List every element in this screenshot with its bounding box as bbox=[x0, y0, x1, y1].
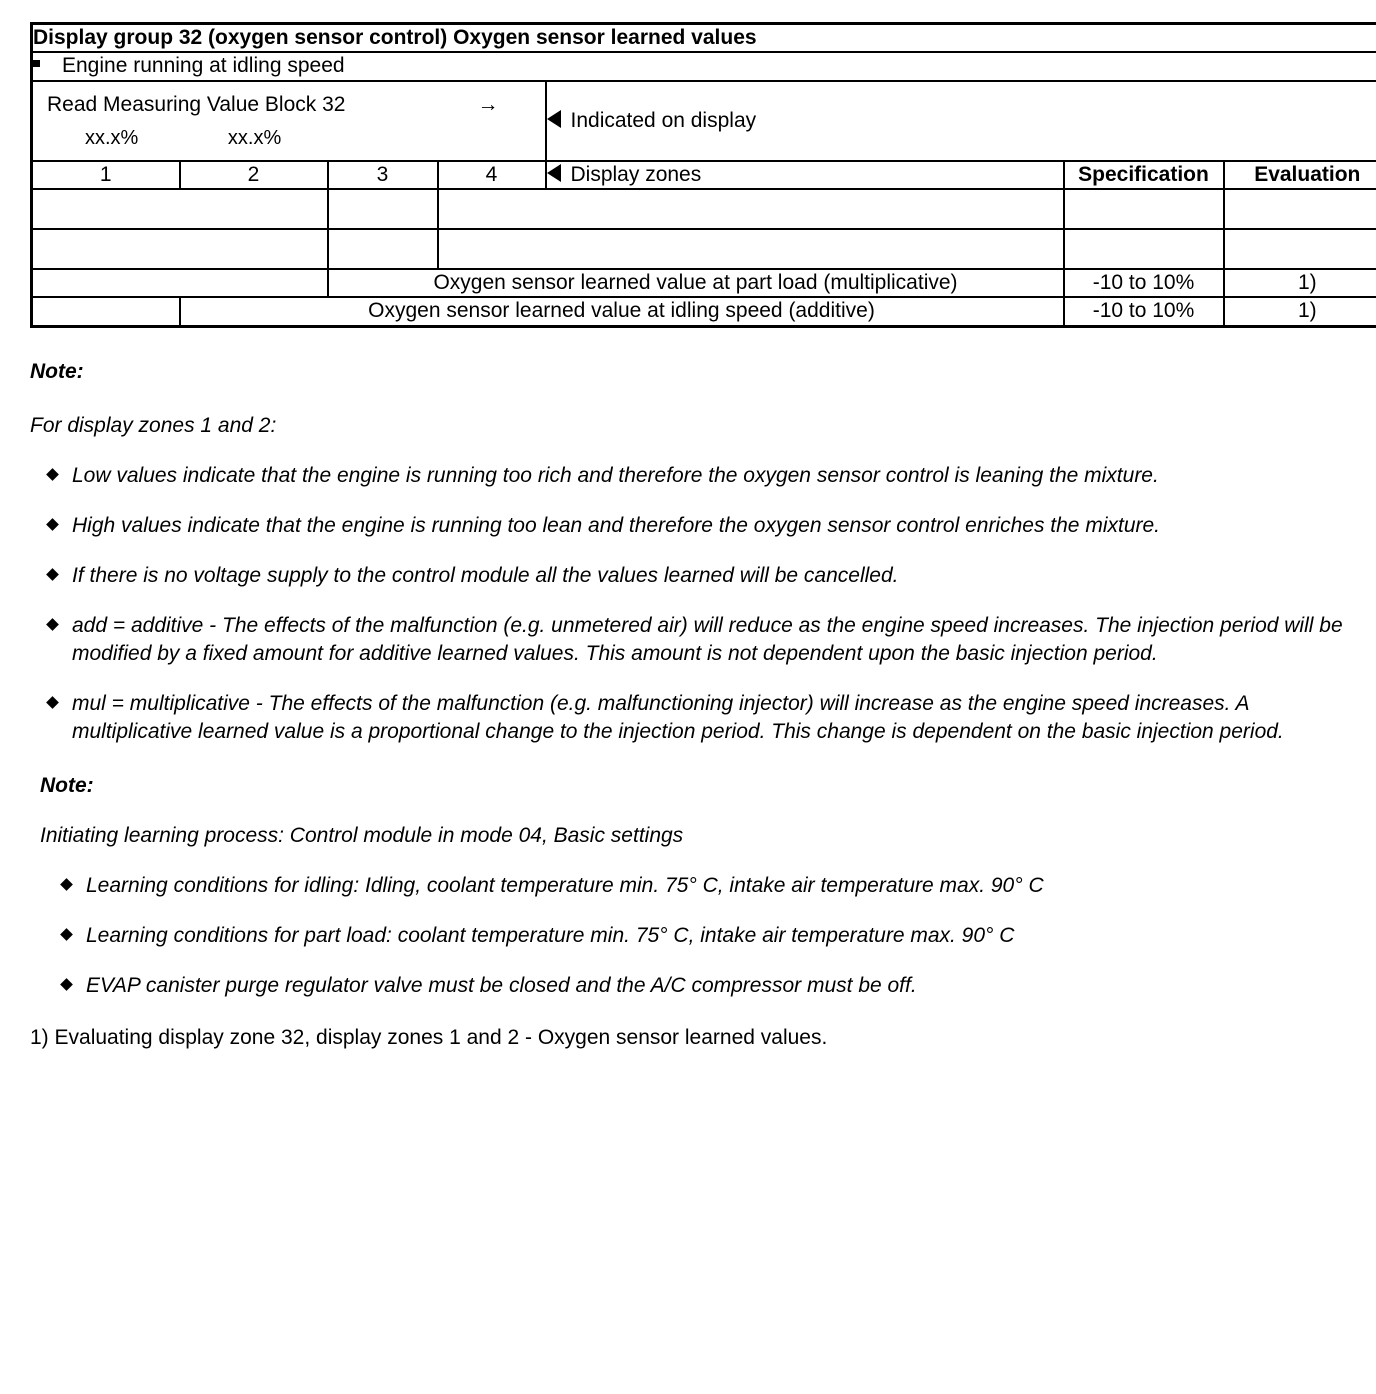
note-heading-2: Note: bbox=[40, 772, 1346, 800]
spacer-cell bbox=[180, 229, 328, 269]
right-arrow-icon: → bbox=[478, 92, 499, 118]
table-row bbox=[32, 229, 1376, 269]
left-triangle-icon-2 bbox=[547, 164, 561, 182]
note-section-1 bbox=[30, 358, 1346, 1001]
note-heading-1: Note: bbox=[30, 358, 1346, 386]
spacer-cell bbox=[32, 269, 180, 297]
table-row-title bbox=[32, 24, 1376, 53]
document-page bbox=[0, 22, 1376, 1050]
spec-table-wrapper bbox=[30, 22, 1316, 328]
list-item: EVAP canister purge regulator valve must be closed and the A/C compressor must be off. bbox=[52, 972, 1346, 1000]
display-zones-cell bbox=[546, 161, 1064, 189]
zone-number-3: 3 bbox=[328, 161, 438, 189]
row-specification: -10 to 10% bbox=[1064, 269, 1224, 297]
indicated-label: Indicated on display bbox=[571, 109, 757, 132]
zone-bracket-cell bbox=[328, 229, 438, 269]
display-zones-label: Display zones bbox=[571, 163, 702, 186]
unit-1: xx.x% bbox=[85, 127, 138, 149]
left-triangle-icon bbox=[547, 110, 561, 128]
list-item: High values indicate that the engine is running too lean and therefore the oxygen sensor control enriches the mixture. bbox=[38, 512, 1346, 540]
zone-bracket-cell bbox=[328, 189, 438, 229]
row-evaluation: 1) bbox=[1224, 297, 1376, 326]
row-specification bbox=[1064, 189, 1224, 229]
read-block-cell bbox=[32, 81, 546, 161]
table-row-read-block bbox=[32, 81, 1376, 161]
list-item: Low values indicate that the engine is running too rich and therefore the oxygen sensor control is leaning the mixture. bbox=[38, 462, 1346, 490]
row-evaluation bbox=[1224, 229, 1376, 269]
note-lead-2: Initiating learning process: Control module in mode 04, Basic settings bbox=[40, 822, 1346, 850]
list-item: add = additive - The effects of the malfunction (e.g. unmetered air) will reduce as the engine speed increases. The injection period will be modified by a fixed amount for additive learned values. This amount is not dependent upon the basic injection period. bbox=[38, 612, 1346, 668]
unit-2: xx.x% bbox=[228, 127, 281, 149]
row-description: Oxygen sensor learned value at part load (multiplicative) bbox=[328, 269, 1064, 297]
table-row-zone-headers bbox=[32, 161, 1376, 189]
table-row bbox=[32, 269, 1376, 297]
spacer-cell bbox=[180, 189, 328, 229]
condition-label: Engine running at idling speed bbox=[62, 54, 345, 77]
zone-number-2: 2 bbox=[180, 161, 328, 189]
footnote: 1) Evaluating display zone 32, display zones 1 and 2 - Oxygen sensor learned values. bbox=[30, 1026, 1346, 1050]
row-specification bbox=[1064, 229, 1224, 269]
column-header-evaluation: Evaluation bbox=[1224, 161, 1376, 189]
list-item: If there is no voltage supply to the control module all the values learned will be cancelled. bbox=[38, 562, 1346, 590]
table-row-condition bbox=[32, 52, 1376, 80]
note-section-2 bbox=[30, 772, 1346, 1000]
row-evaluation bbox=[1224, 189, 1376, 229]
list-item: Learning conditions for part load: coolant temperature min. 75° C, intake air temperature max. 90° C bbox=[52, 922, 1346, 950]
row-description: Oxygen sensor learned value at idling speed (additive) bbox=[180, 297, 1064, 326]
row-evaluation: 1) bbox=[1224, 269, 1376, 297]
read-block-line bbox=[33, 82, 545, 124]
note-list-1 bbox=[30, 462, 1346, 745]
table-row bbox=[32, 297, 1376, 326]
note-list-2 bbox=[30, 872, 1346, 1000]
table-row bbox=[32, 189, 1376, 229]
read-block-label: Read Measuring Value Block 32 bbox=[47, 93, 345, 116]
zone-number-1: 1 bbox=[32, 161, 180, 189]
display-group-table bbox=[30, 22, 1376, 328]
column-header-specification: Specification bbox=[1064, 161, 1224, 189]
spacer-cell bbox=[180, 269, 328, 297]
row-description bbox=[438, 229, 1064, 269]
list-item: Learning conditions for idling: Idling, coolant temperature min. 75° C, intake air temperature max. 90° C bbox=[52, 872, 1346, 900]
note-lead-1: For display zones 1 and 2: bbox=[30, 412, 1346, 440]
row-specification: -10 to 10% bbox=[1064, 297, 1224, 326]
list-item: mul = multiplicative - The effects of the malfunction (e.g. malfunctioning injector) will increase as the engine speed increases. A multiplicative learned value is a proportional change to the injection period. This change is dependent on the basic injection period. bbox=[38, 690, 1346, 746]
condition-cell bbox=[32, 52, 1376, 80]
zone-number-4: 4 bbox=[438, 161, 546, 189]
indicated-on-display-cell bbox=[546, 81, 1376, 161]
spacer-cell bbox=[32, 297, 180, 326]
square-bullet-icon bbox=[33, 60, 40, 67]
units-row bbox=[33, 124, 545, 160]
row-description bbox=[438, 189, 1064, 229]
spacer-cell bbox=[32, 229, 180, 269]
table-title: Display group 32 (oxygen sensor control) Oxygen sensor learned values bbox=[32, 24, 1376, 53]
spacer-cell bbox=[32, 189, 180, 229]
